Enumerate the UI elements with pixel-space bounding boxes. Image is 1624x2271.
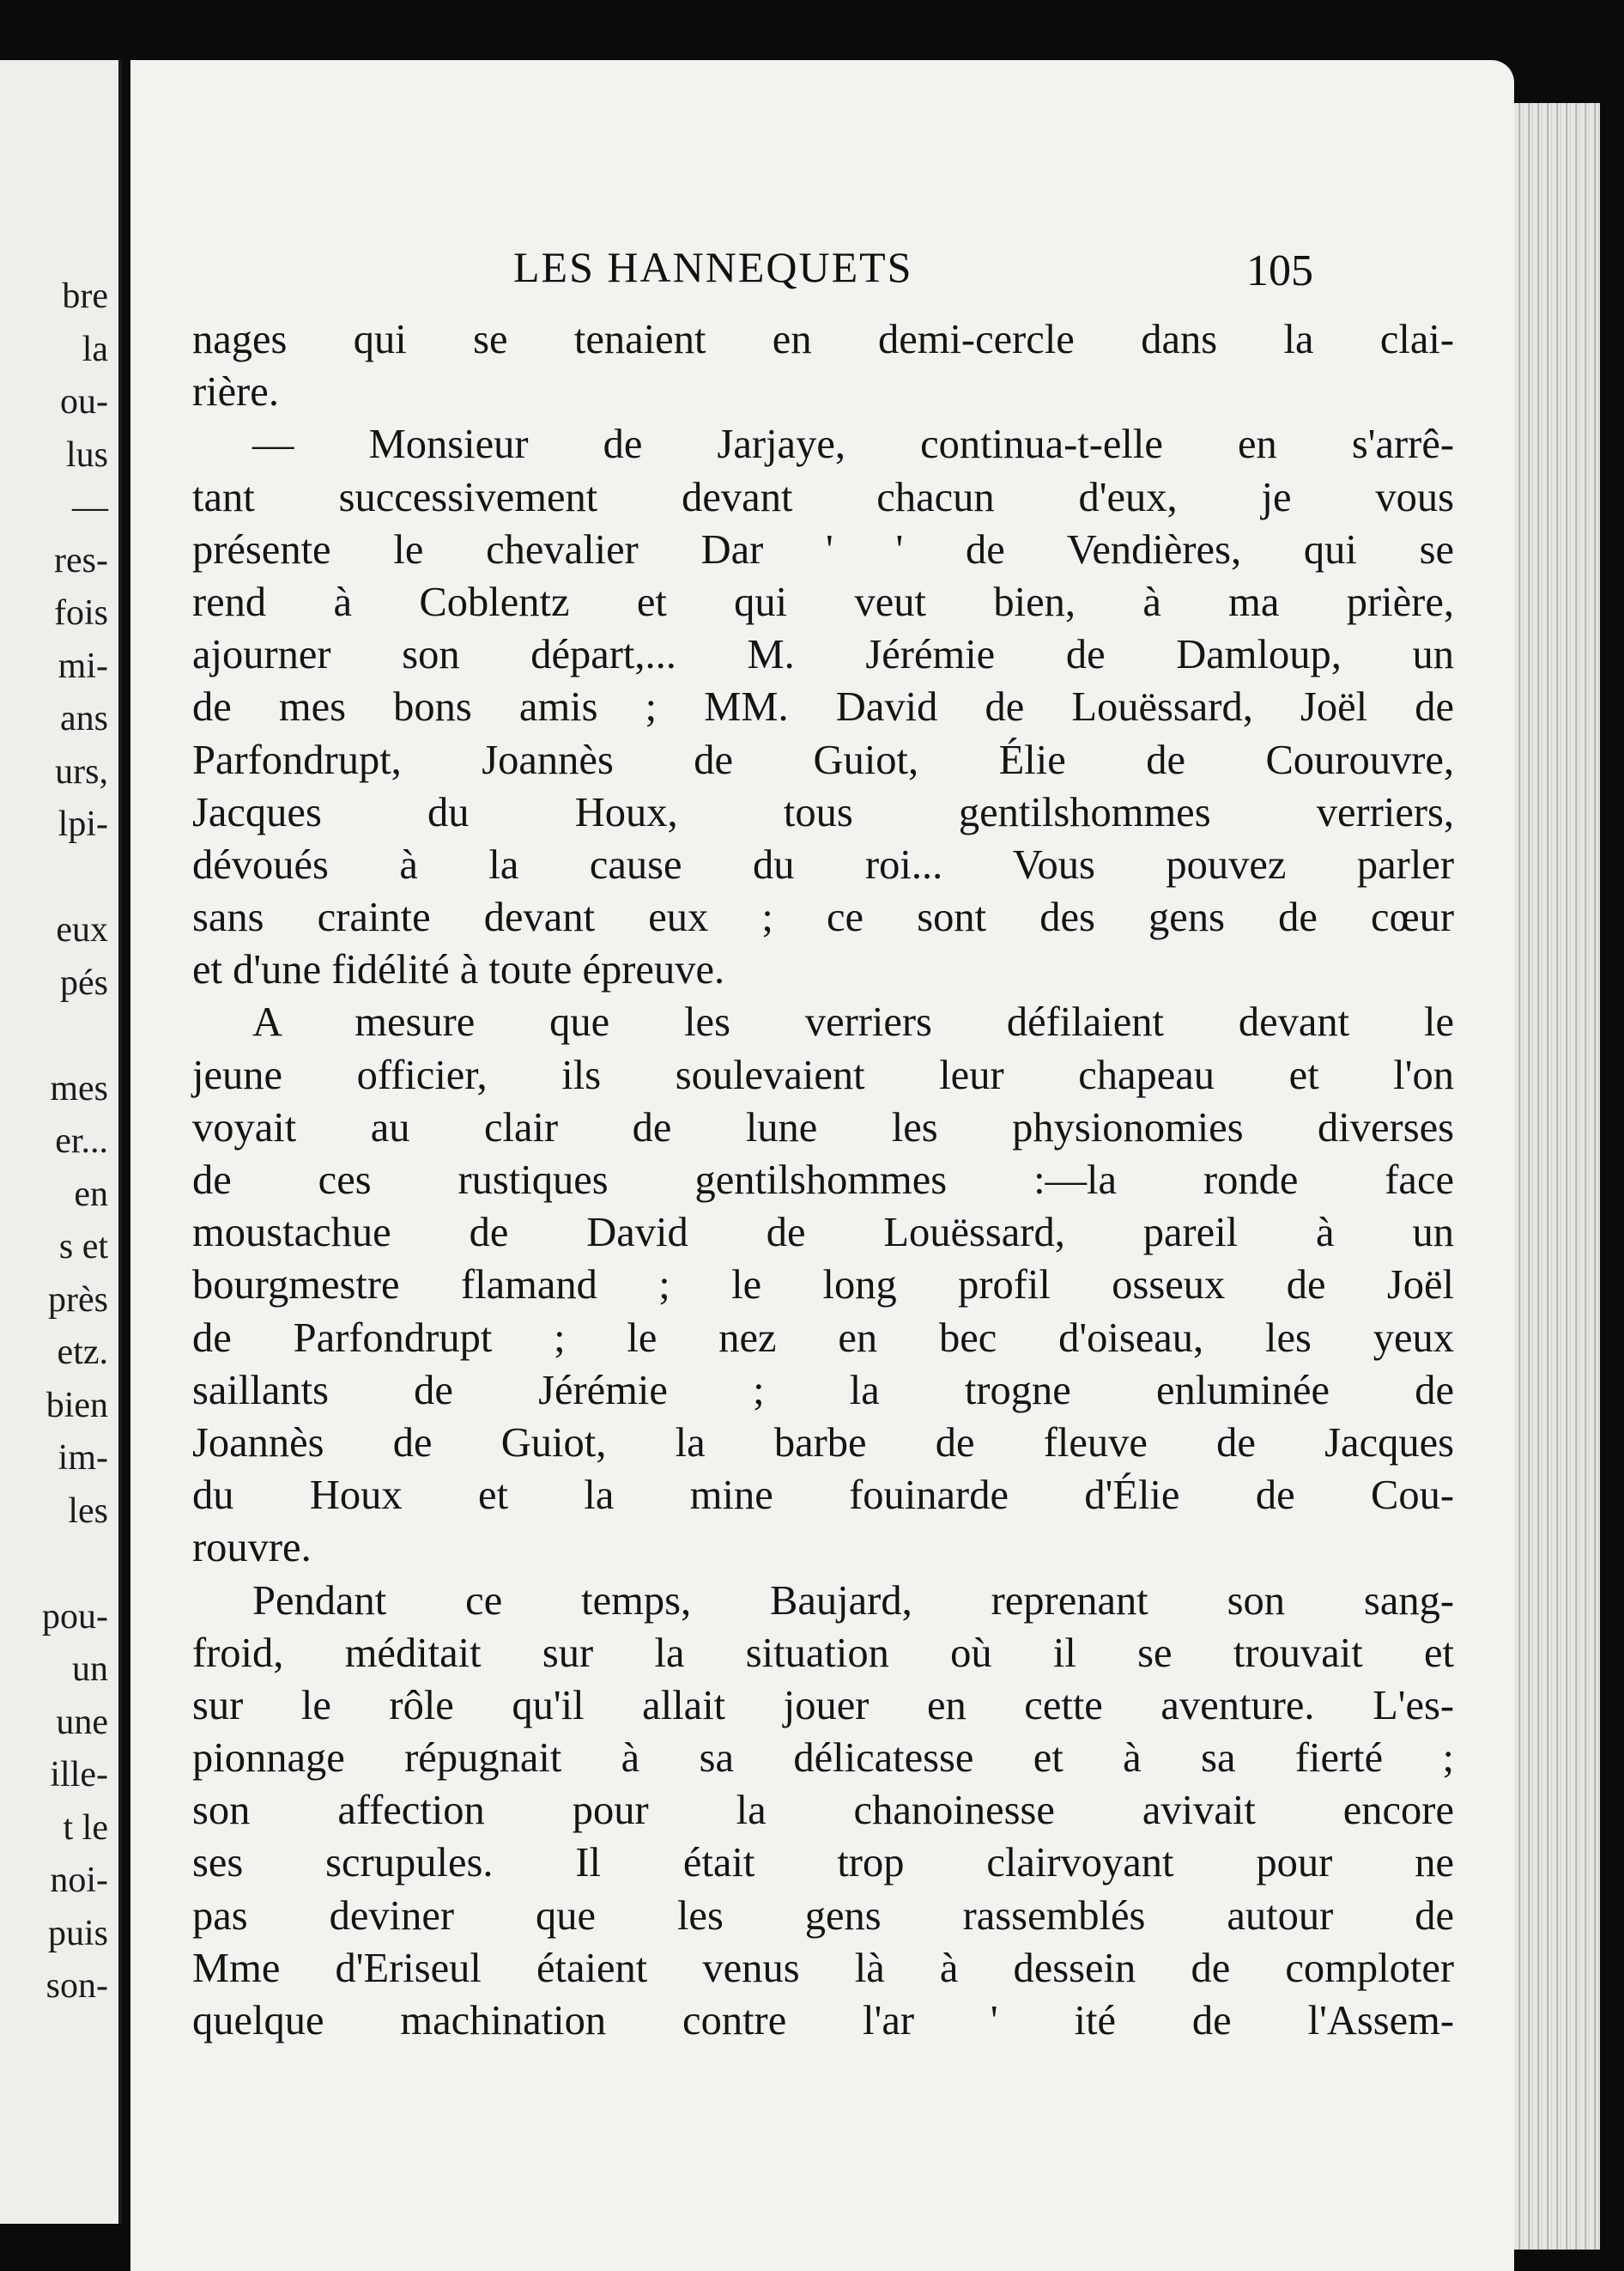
text-line: de mes bons amis ; MM. David de Louëssard, Joël de <box>192 684 1454 731</box>
text-line: saillants de Jérémie ; la trogne enluminée de <box>192 1367 1454 1413</box>
left-line: lpi- <box>58 805 108 844</box>
text-line: rouvre. <box>192 1525 312 1571</box>
text-line: pas deviner que les gens rassemblés autour de <box>192 1892 1454 1939</box>
page-number: 105 <box>1246 246 1313 295</box>
text-line: Pendant ce temps, Baujard, reprenant son sang- <box>252 1577 1454 1624</box>
left-line: eux <box>56 910 108 950</box>
text-line: de ces rustiques gentilshommes :—la ronde face <box>192 1157 1454 1203</box>
left-line: près <box>48 1279 108 1320</box>
left-line: urs, <box>55 751 108 792</box>
left-line: t le <box>63 1807 108 1848</box>
text-line: sans crainte devant eux ; ce sont des gens de cœur <box>192 895 1454 941</box>
text-line: bourgmestre flamand ; le long profil osseux de Joël <box>192 1262 1454 1309</box>
text-line: moustachue de David de Louëssard, pareil à un <box>192 1210 1454 1256</box>
left-line <box>42 1538 108 1591</box>
left-line: mes <box>50 1068 108 1108</box>
text-line: dévoués à la cause du roi... Vous pouvez parler <box>192 841 1454 888</box>
left-line: puis <box>47 1913 108 1953</box>
text-line: rend à Coblentz et qui veut bien, à ma prière, <box>192 579 1454 625</box>
left-page-text <box>42 270 108 2013</box>
left-line: mi- <box>58 646 108 686</box>
left-line: son- <box>45 1966 108 2006</box>
text-line: son affection pour la chanoinesse avivait encore <box>192 1788 1454 1834</box>
text-line: jeune officier, ils soulevaient leur chapeau et l'on <box>192 1052 1454 1098</box>
text-line: rière. <box>192 369 279 416</box>
left-line: la <box>82 329 108 369</box>
left-line: lus <box>65 434 108 475</box>
text-line: nages qui se tenaient en demi-cercle dans la clai- <box>192 317 1454 362</box>
left-line: pou- <box>42 1596 108 1636</box>
left-line: fois <box>54 593 108 633</box>
left-line: s et <box>58 1227 108 1266</box>
left-line: res- <box>54 540 108 580</box>
text-line: — Monsieur de Jarjaye, continua-t-elle en s'arrê- <box>252 422 1454 468</box>
running-header <box>130 242 1514 294</box>
text-line: quelque machination contre l'ar ' ité de l'Assem- <box>192 1998 1454 2043</box>
left-line: ans <box>60 699 108 738</box>
left-line: ou- <box>60 382 108 422</box>
left-line: un <box>72 1649 108 1689</box>
text-line: sur le rôle qu'il allait jouer en cette aventure. L'es- <box>192 1682 1454 1728</box>
left-page-edge <box>0 60 122 2224</box>
book-page-edges <box>1514 103 1600 2250</box>
left-line: noi- <box>50 1861 108 1900</box>
text-line: tant successivement devant chacun d'eux, je vous <box>192 474 1454 520</box>
left-line: ille- <box>50 1755 108 1794</box>
text-line: du Houx et la mine fouinarde d'Élie de Cou- <box>192 1473 1454 1519</box>
left-line <box>42 1010 108 1063</box>
left-line: etz. <box>57 1333 108 1372</box>
text-line: pionnage répugnait à sa délicatesse et à sa fierté ; <box>192 1735 1454 1782</box>
text-line: de Parfondrupt ; le nez en bec d'oiseau, les yeux <box>192 1315 1454 1361</box>
text-line: Parfondrupt, Joannès de Guiot, Élie de Courouvre, <box>192 737 1454 783</box>
text-line: et d'une fidélité à toute épreuve. <box>192 947 725 993</box>
text-line: voyait au clair de lune les physionomies diverses <box>192 1104 1454 1151</box>
left-line: une <box>56 1702 108 1742</box>
left-line: bre <box>62 276 108 316</box>
text-line: Jacques du Houx, tous gentilshommes verriers, <box>192 789 1454 835</box>
text-line: ses scrupules. Il était trop clairvoyant pour ne <box>192 1840 1454 1886</box>
text-line: présente le chevalier Dar ' ' de Vendières, qui se <box>192 526 1454 573</box>
left-line: — <box>72 488 108 527</box>
text-line: Joannès de Guiot, la barbe de fleuve de Jacques <box>192 1419 1454 1466</box>
text-line: A mesure que les verriers défilaient devant le <box>252 999 1454 1046</box>
book-page <box>130 60 1514 2271</box>
text-line: ajourner son départ,... M. Jérémie de Damloup, un <box>192 632 1454 678</box>
left-line: im- <box>58 1438 108 1478</box>
left-line <box>42 852 108 905</box>
running-title: LES HANNEQUETS <box>513 243 913 291</box>
left-line: en <box>74 1174 108 1214</box>
left-line: bien <box>45 1385 108 1425</box>
left-line: er... <box>55 1121 108 1161</box>
body-text <box>192 313 1454 2047</box>
text-line: Mme d'Eriseul étaient venus là à dessein de comploter <box>192 1945 1454 1991</box>
left-line: les <box>68 1491 108 1531</box>
left-line: pés <box>60 962 108 1003</box>
text-line: froid, méditait sur la situation où il se trouvait et <box>192 1630 1454 1676</box>
